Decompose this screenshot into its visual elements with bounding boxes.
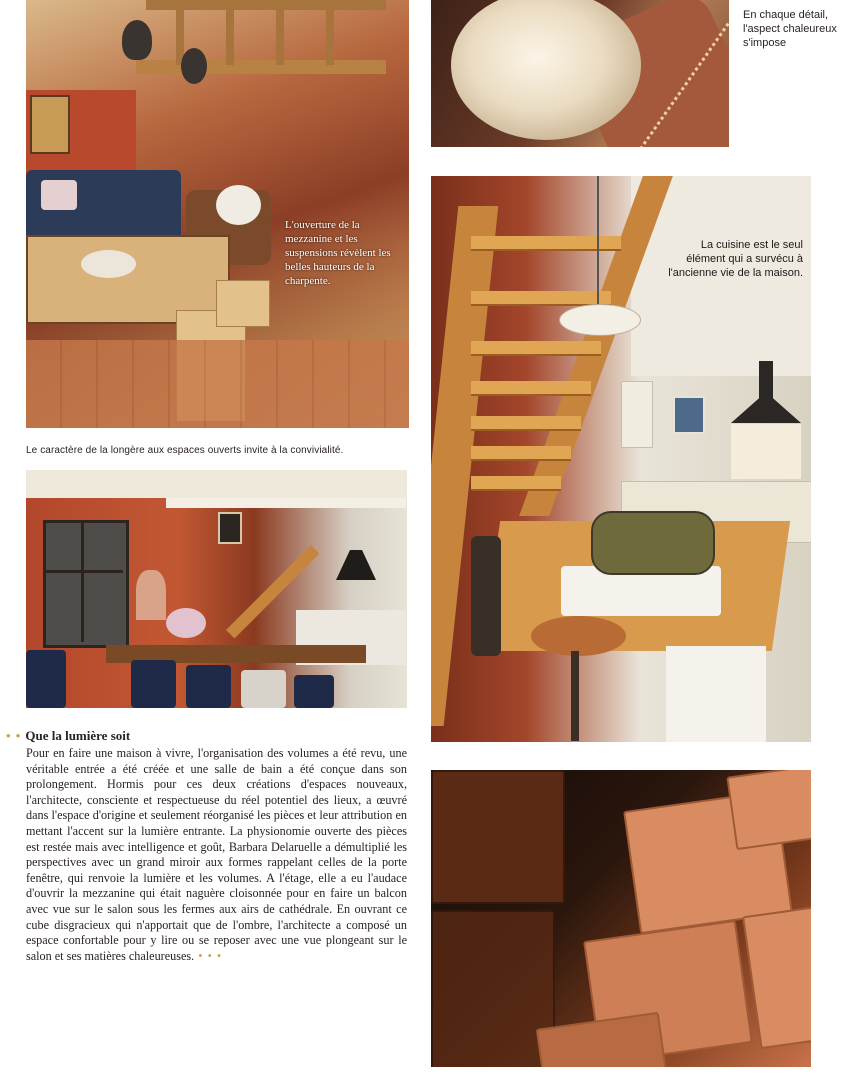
kitchen-window xyxy=(673,396,705,434)
pendant-lamp xyxy=(559,304,641,336)
stair-step xyxy=(471,446,571,461)
pendant-lamp xyxy=(122,20,152,60)
railing-post xyxy=(276,10,284,65)
flower-bouquet xyxy=(166,608,206,638)
stair-step xyxy=(471,341,601,356)
article-paragraph: Pour en faire une maison à vivre, l'organisation des volumes a été revu, une véritable entrée a été créée et une salle de bain a été conçue dans son prolongement. Hormis pour ces deux créations d'espaces nouveaux, l'architecte, consciente et respectueuse du réel potentiel des lieux, a œuvré dans l'espace d'origine et seulement réorganisé les pièces et leur attribution en mettant l'accent sur la lumière entrante. La physionomie ouverte des pièces est restée mais avec intelligence et goût, Barbara Delaruelle a démultiplié les perspectives avec un grand miroir aux formes rappelant celles de la porte fenêtre, qui renvoie la lumière et les volumes. A l'étage, elle a eu l'audace d'ouvrir la mezzanine qui était naguère cloisonnée pour en faire un balcon avec vue sur le salon sous les fermes aux airs de cathédrale. En ouvrant ce cube disgracieux qui n'apportait que de l'ombre, l'architecte a composé un espace confortable pour y lire ou se reposer avec une vue plongeant sur le salon et ses matières chaleureuses. xyxy=(26,746,407,963)
bar-stool-seat xyxy=(531,616,626,656)
decor-tray xyxy=(81,250,136,278)
wall-cabinet xyxy=(621,381,653,448)
ceiling-beams xyxy=(26,470,407,498)
wall-painting xyxy=(30,95,70,154)
kitchen-staircase-photo xyxy=(431,176,811,742)
floor-tile xyxy=(742,905,811,1049)
bar-stool-back xyxy=(471,536,501,656)
fur-detail-photo xyxy=(431,0,729,147)
mirror-transom xyxy=(43,570,123,573)
lamp-cord xyxy=(597,176,599,306)
pendant-lamp xyxy=(181,48,207,84)
wall-frame xyxy=(218,512,242,544)
cushion xyxy=(41,180,77,210)
floor-tile xyxy=(431,770,565,904)
detail-caption: En chaque détail, l'aspect chaleureux s'impose xyxy=(743,9,837,49)
dining-chair xyxy=(294,675,334,708)
kitchen-island-body xyxy=(666,646,766,742)
wall-mirror xyxy=(43,520,129,648)
stair-step xyxy=(471,476,561,491)
living-room-photo xyxy=(26,0,409,428)
mezzanine-railing xyxy=(136,60,386,74)
terracotta-floor-photo xyxy=(431,770,811,1067)
railing-post xyxy=(326,10,334,65)
dining-room-photo xyxy=(26,470,407,708)
floor-tile xyxy=(431,910,555,1067)
railing-post xyxy=(226,10,234,65)
dried-flowers xyxy=(136,570,166,620)
mirror-mullion xyxy=(81,520,84,642)
kitchen-caption: La cuisine est le seul élément qui a survécu à l'ancienne vie de la maison. xyxy=(668,239,803,279)
sheepskin xyxy=(216,185,261,225)
dining-chair xyxy=(26,650,66,708)
mezzanine-caption: L'ouverture de la mezzanine et les suspensions révèlent les belles hauteurs de la charpente. xyxy=(285,219,391,287)
dining-chair xyxy=(186,665,231,708)
heading-dots: • • xyxy=(6,728,22,743)
end-dots: • • • xyxy=(194,948,223,963)
mezzanine-beam xyxy=(146,0,386,10)
terracotta-floor xyxy=(26,340,409,428)
vegetable-basket xyxy=(591,511,715,575)
floor-tile xyxy=(536,1012,670,1067)
stair-step xyxy=(471,416,581,431)
stair-step xyxy=(471,381,591,396)
backsplash xyxy=(731,424,801,479)
article-body xyxy=(26,746,407,964)
wooden-stool-block xyxy=(216,280,270,327)
dining-chair xyxy=(131,660,176,708)
article-heading xyxy=(6,728,406,744)
heading-text: Que la lumière soit xyxy=(25,728,131,743)
range-hood xyxy=(336,550,376,580)
floor-tile xyxy=(726,770,811,850)
longere-caption: Le caractère de la longère aux espaces ouverts invite à la convivialité. xyxy=(26,445,344,456)
ceiling-beam xyxy=(166,498,406,508)
bar-stool-leg xyxy=(571,651,579,741)
dining-chair xyxy=(241,670,286,708)
